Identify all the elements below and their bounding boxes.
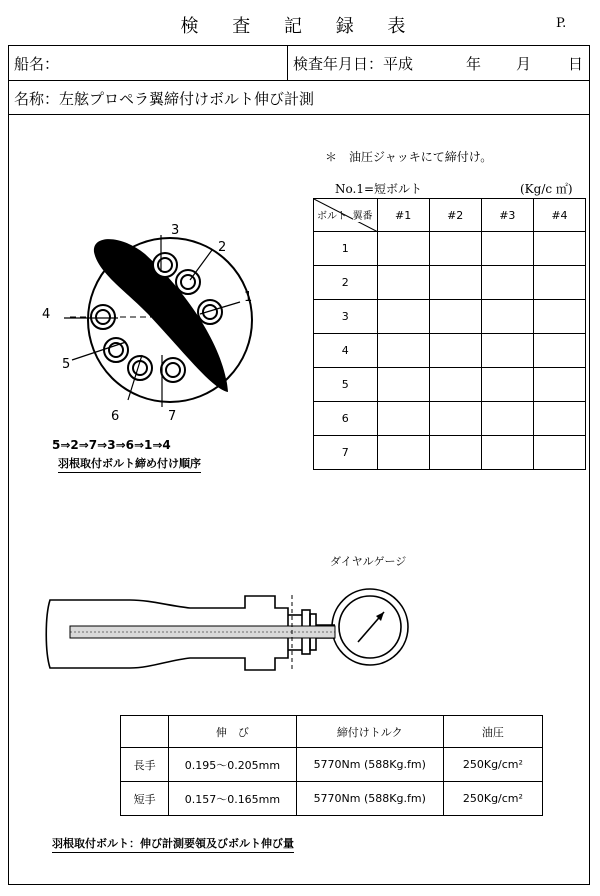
table-cell[interactable] [377, 334, 429, 368]
table-row [314, 266, 586, 300]
table-cell[interactable] [533, 402, 585, 436]
record-table [313, 198, 586, 470]
corner-top-label: 翼番 [353, 207, 373, 222]
spec-pressure: 250Kg/cm² [443, 748, 542, 782]
table-row [314, 368, 586, 402]
row-header: 7 [314, 436, 378, 470]
spec-table [120, 715, 543, 816]
table-cell[interactable] [377, 436, 429, 470]
table-cell[interactable] [429, 232, 481, 266]
bolt-label: 7 [168, 409, 177, 424]
table-cell[interactable] [533, 436, 585, 470]
table-row [314, 334, 586, 368]
row-header: 6 [314, 402, 378, 436]
page-title: 検 査 記 録 表 [180, 16, 420, 37]
column-header: #4 [533, 199, 585, 232]
bolt-label: 5 [62, 357, 71, 372]
table-cell[interactable] [429, 402, 481, 436]
spec-row [121, 782, 543, 816]
spec-caption: 羽根取付ボルト：伸び計測要領及びボルト伸び量 [52, 835, 294, 853]
divider [8, 80, 590, 81]
table-cell[interactable] [429, 368, 481, 402]
item-name-label: 名称：左舷プロペラ翼締付けボルト伸び計測 [14, 90, 315, 108]
table-cell[interactable] [533, 300, 585, 334]
bolt-order-diagram [30, 210, 280, 430]
month-label: 月 [516, 55, 532, 73]
spec-header: 締付けトルク [296, 716, 443, 748]
row-header: 2 [314, 266, 378, 300]
tightening-note: ＊ 油圧ジャッキにて締付け。 [325, 150, 493, 164]
spec-torque: 5770Nm (588Kg.fm) [296, 748, 443, 782]
bolt-label: 6 [111, 409, 120, 424]
divider [287, 45, 288, 81]
spec-pressure: 250Kg/cm² [443, 782, 542, 816]
bolt-label: 1 [244, 290, 253, 305]
table-cell[interactable] [429, 300, 481, 334]
table-cell[interactable] [533, 334, 585, 368]
table-cell[interactable] [481, 232, 533, 266]
table-cell[interactable] [429, 266, 481, 300]
divider [8, 114, 590, 115]
table-cell[interactable] [481, 436, 533, 470]
tightening-sequence: 5⇒2⇒7⇒3⇒6⇒1⇒4 [52, 438, 171, 452]
table-cell[interactable] [377, 300, 429, 334]
inspection-date-label: 検査年月日：平成 [293, 55, 414, 73]
table-cell[interactable] [533, 368, 585, 402]
ship-name-label: 船名： [14, 55, 60, 73]
bolt-label: 2 [218, 240, 227, 255]
row-header: 3 [314, 300, 378, 334]
table-cell[interactable] [533, 232, 585, 266]
row-header: 5 [314, 368, 378, 402]
column-header: #2 [429, 199, 481, 232]
spec-header: 伸 び [169, 716, 296, 748]
table-row [314, 402, 586, 436]
spec-torque: 5770Nm (588Kg.fm) [296, 782, 443, 816]
table-cell[interactable] [429, 334, 481, 368]
year-label: 年 [466, 55, 482, 73]
table-cell[interactable] [481, 334, 533, 368]
column-header: #3 [481, 199, 533, 232]
spec-row-name: 長手 [121, 748, 169, 782]
table-cell[interactable] [481, 300, 533, 334]
spec-elongation: 0.195～0.205mm [169, 748, 296, 782]
spec-header-row [121, 716, 543, 748]
row-header: 4 [314, 334, 378, 368]
table-cell[interactable] [481, 368, 533, 402]
table-cell[interactable] [481, 266, 533, 300]
bolt-label: 3 [171, 223, 180, 238]
bolt-label: 4 [42, 307, 51, 322]
table-caption-left: No.1=短ボルト [335, 182, 423, 196]
table-row [314, 232, 586, 266]
spec-header [121, 716, 169, 748]
page-number-label: P. [556, 16, 567, 31]
table-cell[interactable] [429, 436, 481, 470]
dial-gauge-diagram [30, 570, 590, 680]
spec-row-name: 短手 [121, 782, 169, 816]
table-cell[interactable] [377, 232, 429, 266]
table-cell[interactable] [377, 402, 429, 436]
table-row [314, 436, 586, 470]
table-cell[interactable] [377, 368, 429, 402]
corner-bottom-label: ボルト [317, 211, 347, 222]
dial-gauge-label: ダイヤルゲージ [330, 555, 407, 568]
table-unit: (Kg/c ㎡) [520, 182, 573, 196]
table-cell[interactable] [533, 266, 585, 300]
spec-header: 油圧 [443, 716, 542, 748]
bolt-order-caption: 羽根取付ボルト締め付け順序 [58, 455, 201, 473]
corner-cell [314, 199, 378, 232]
day-label: 日 [568, 55, 584, 73]
table-cell[interactable] [481, 402, 533, 436]
table-row [314, 300, 586, 334]
column-header: #1 [377, 199, 429, 232]
table-cell[interactable] [377, 266, 429, 300]
table-header-row [314, 199, 586, 232]
spec-elongation: 0.157～0.165mm [169, 782, 296, 816]
row-header: 1 [314, 232, 378, 266]
spec-row [121, 748, 543, 782]
